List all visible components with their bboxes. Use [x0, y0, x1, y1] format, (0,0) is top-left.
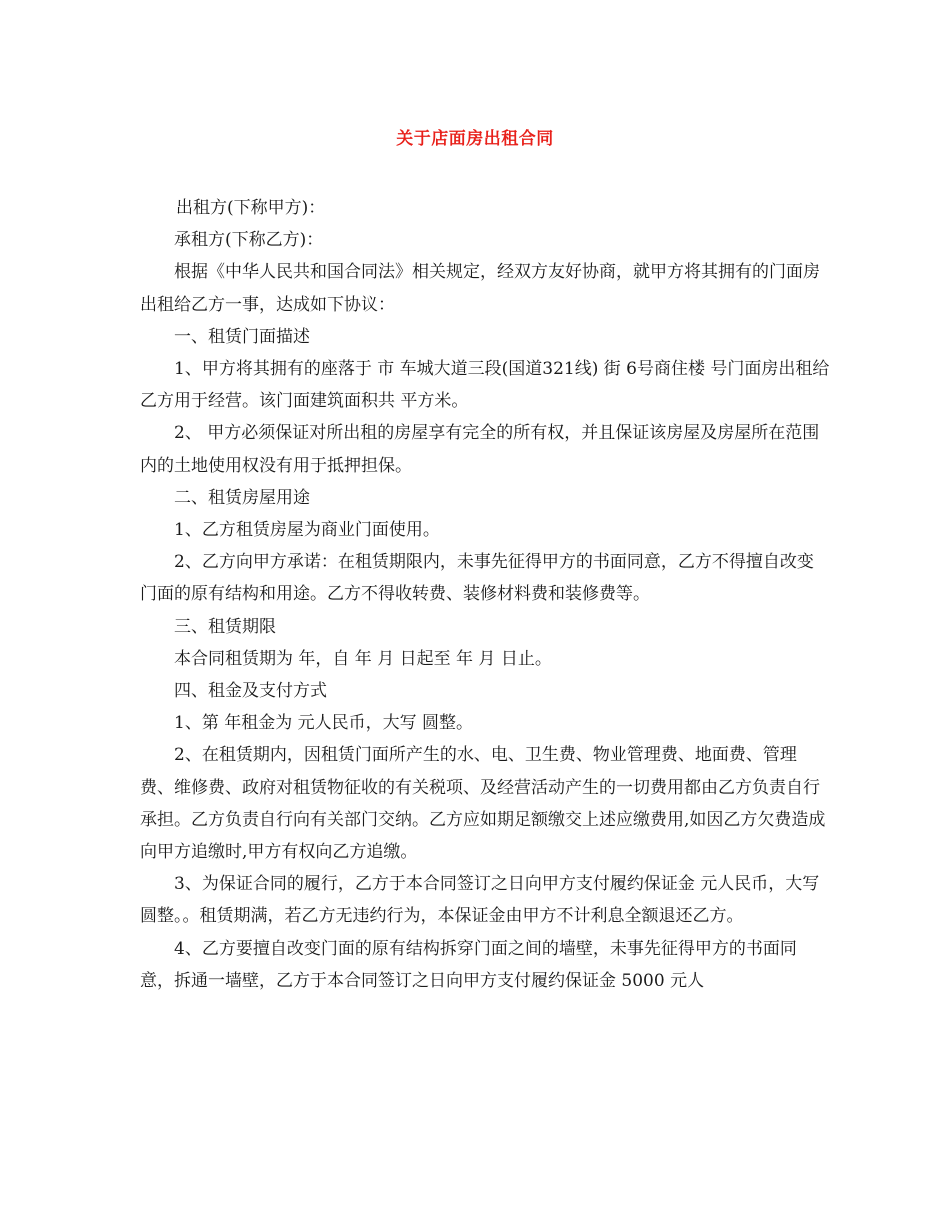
paragraph: 4、乙方要擅自改变门面的原有结构拆穿门面之间的墙壁，未事先征得甲方的书面同意，拆通一墙壁，乙方于本合同签订之日向甲方支付履约保证金 5000 元人: [140, 938, 797, 991]
paragraph: 1、第 年租金为 元人民币，大写 圆整。: [174, 713, 474, 734]
document-title: 关于店面房出租合同: [396, 129, 554, 149]
section-heading-1: 一、租赁门面描述: [174, 326, 310, 347]
paragraph-lessee: 承租方(下称乙方)：: [174, 230, 324, 251]
paragraph-lessor: 出租方(下称甲方)：: [176, 198, 326, 218]
paragraph: 2、乙方向甲方承诺：在租赁期限内，未事先征得甲方的书面同意，乙方不得擅自改变门面的原有结构和用途。乙方不得收转费、装修材料费和装修费等。: [140, 552, 814, 605]
section-heading-2: 二、租赁房屋用途: [174, 487, 310, 508]
section-heading-4: 四、租金及支付方式: [174, 681, 327, 702]
section-heading-3: 三、租赁期限: [174, 616, 276, 637]
paragraph: 2、在租赁期内，因租赁门面所产生的水、电、卫生费、物业管理费、地面费、管理费、维修费、政府对租赁物征收的有关税项、及经营活动产生的一切费用都由乙方负责自行承担。乙方负责自行向有关部门交纳。乙方应如期足额缴交上述应缴费用,如因乙方欠费造成向甲方追缴时,甲方有权向乙方追缴。: [140, 745, 826, 863]
document-body: [140, 192, 830, 997]
paragraph-preamble: 根据《中华人民共和国合同法》相关规定，经双方友好协商，就甲方将其拥有的门面房出租给乙方一事，达成如下协议：: [140, 262, 820, 315]
paragraph: 1、甲方将其拥有的座落于 市 车城大道三段(国道321线) 街 6号商住楼 号门面房出租给乙方用于经营。该门面建筑面积共 平方米。: [140, 359, 830, 412]
paragraph: 本合同租赁期为 年，自 年 月 日起至 年 月 日止。: [174, 648, 552, 669]
paragraph: 3、为保证合同的履行，乙方于本合同签订之日向甲方支付履约保证金 元人民币，大写 圆整。。租赁期满，若乙方无违约行为，本保证金由甲方不计利息全额退还乙方。: [140, 874, 820, 927]
paragraph: 1、乙方租赁房屋为商业门面使用。: [174, 520, 440, 541]
paragraph: 2、 甲方必须保证对所出租的房屋享有完全的所有权，并且保证该房屋及房屋所在范围内的土地使用权没有用于抵押担保。: [140, 423, 820, 476]
